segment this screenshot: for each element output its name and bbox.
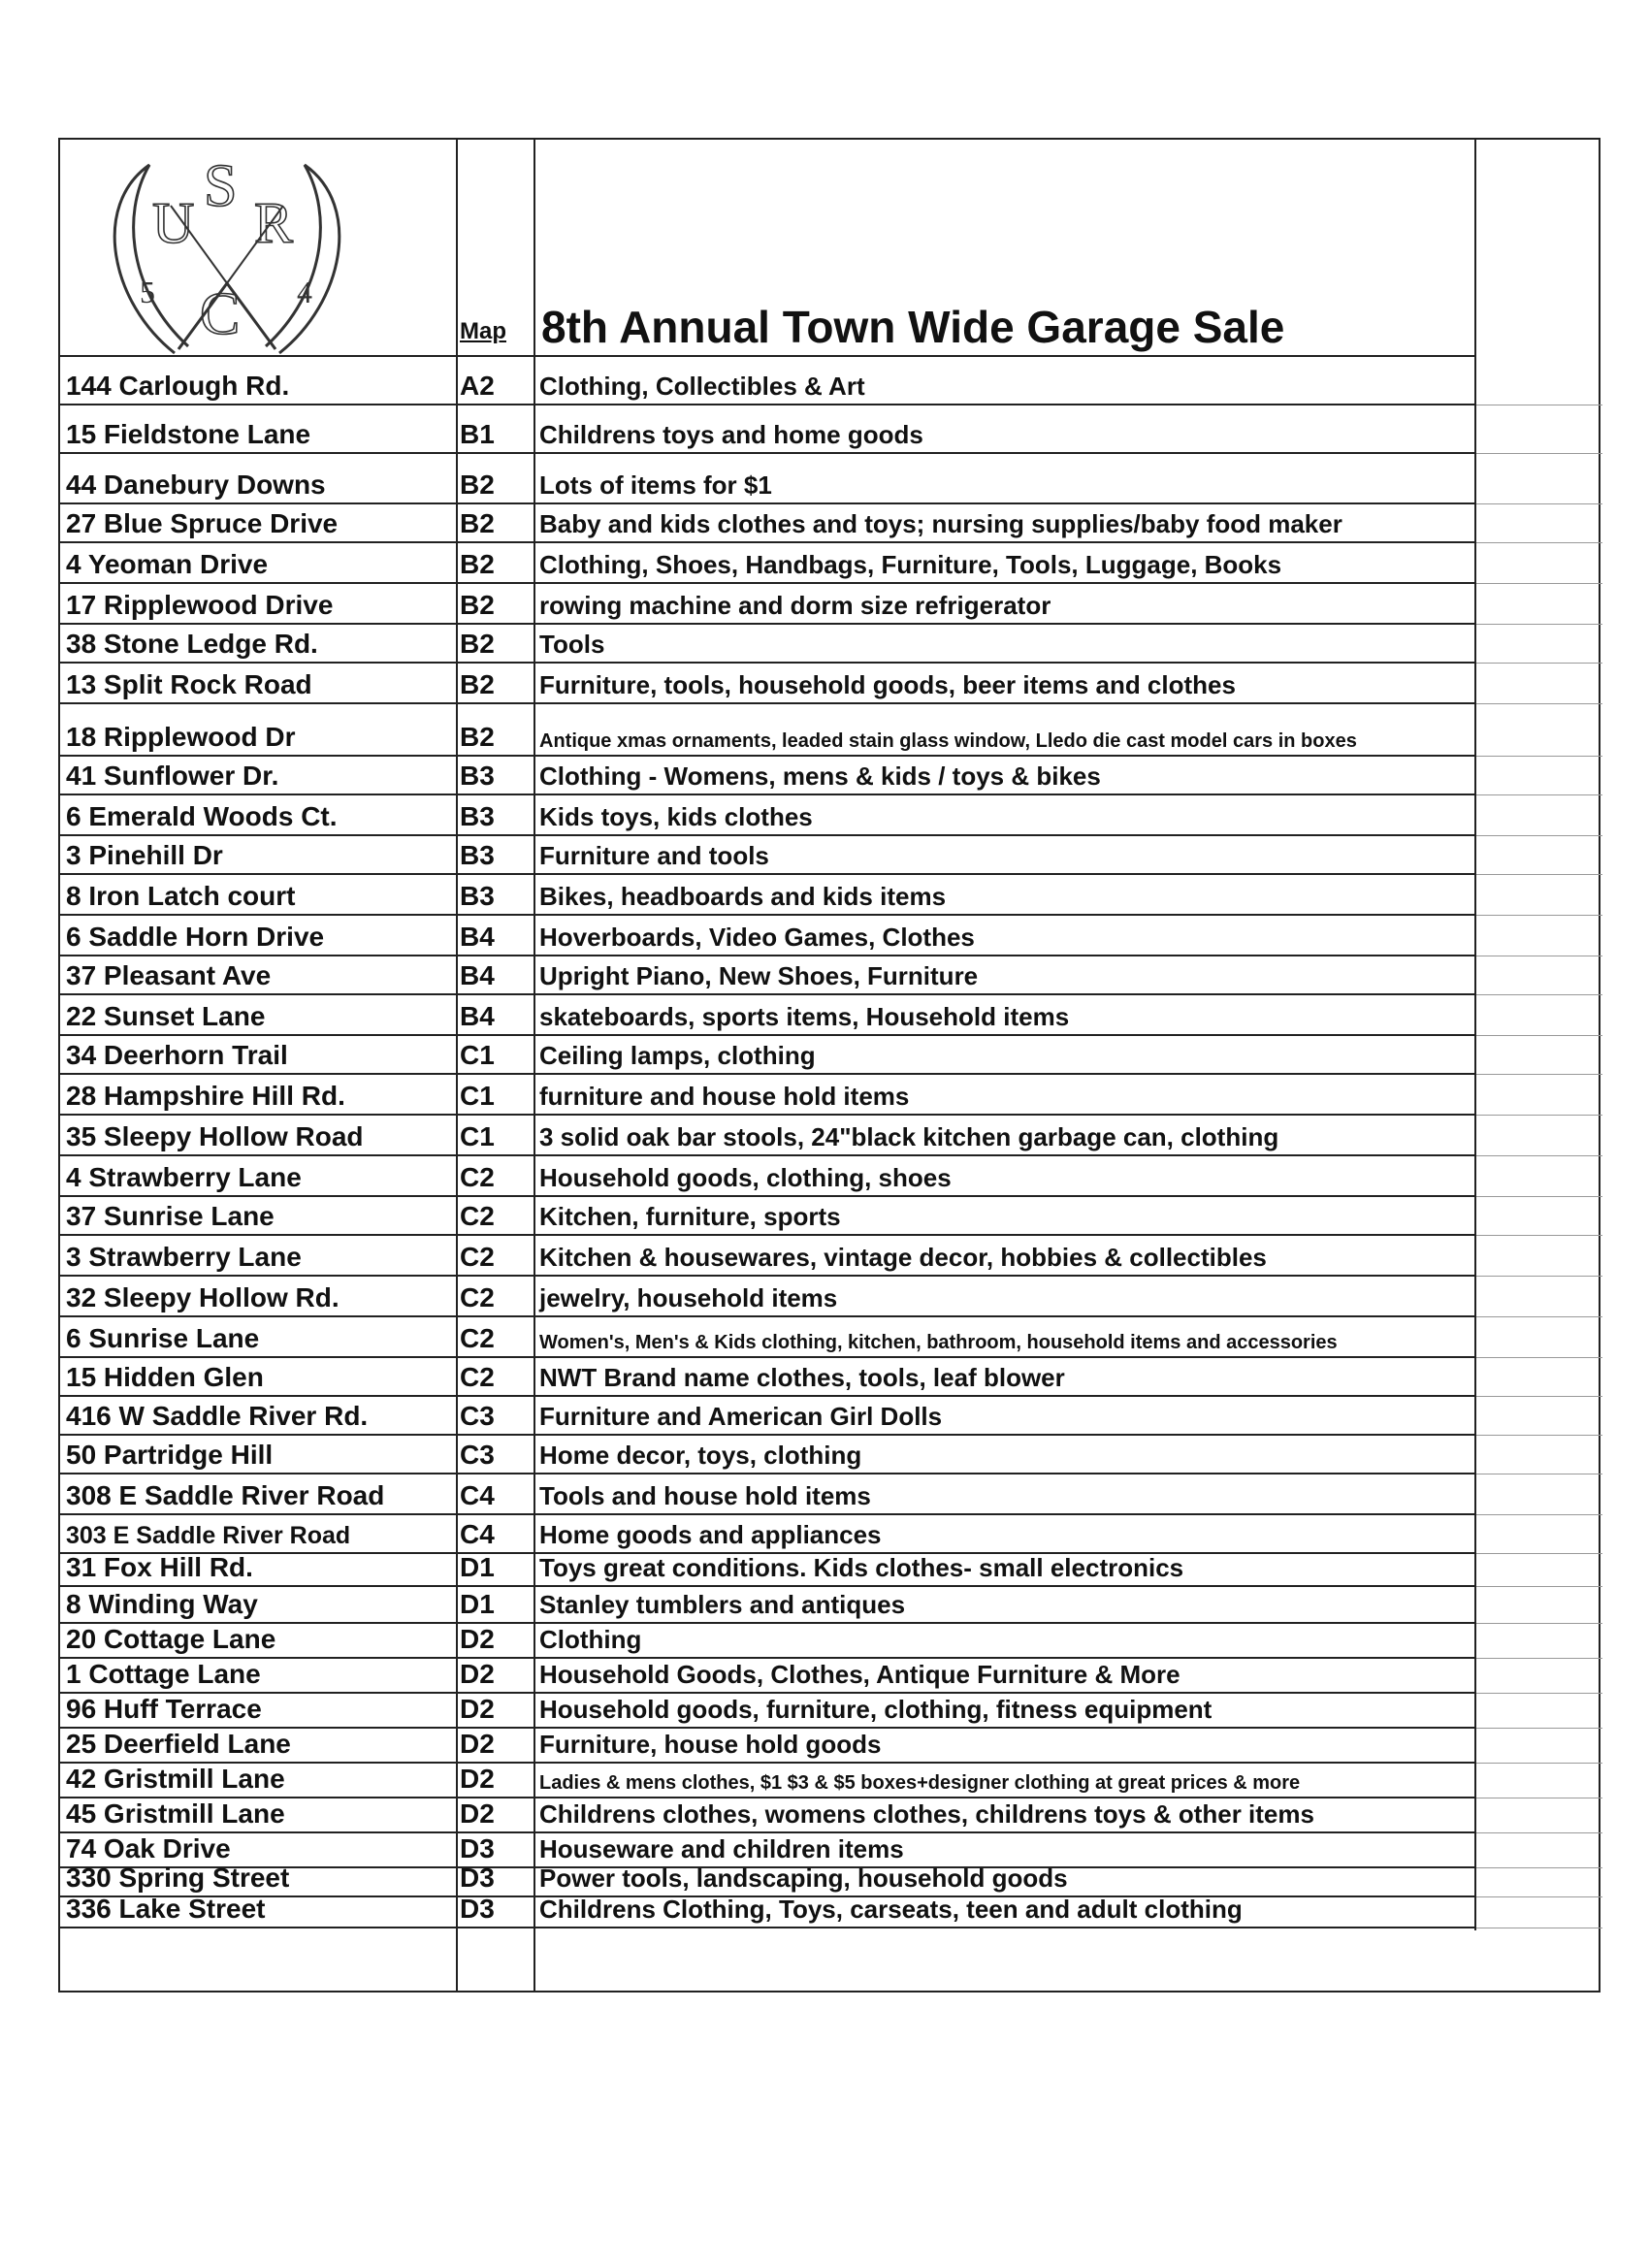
table-body <box>60 357 1476 1928</box>
items-cell: Stanley tumblers and antiques <box>539 1590 906 1619</box>
items-cell: Women's, Men's & Kids clothing, kitchen, bathroom, household items and accessories <box>539 1332 1338 1353</box>
map-cell: D2 <box>460 1729 495 1759</box>
table-row <box>60 1358 1476 1397</box>
address-cell: 37 Sunrise Lane <box>66 1201 275 1231</box>
row-rule-extension <box>1476 1514 1602 1515</box>
page-title: 8th Annual Town Wide Garage Sale <box>541 302 1285 352</box>
row-rule-extension <box>1476 1115 1602 1116</box>
items-cell: Household goods, furniture, clothing, fitness equipment <box>539 1695 1212 1724</box>
map-cell: B3 <box>460 840 495 870</box>
table-row <box>60 1798 1476 1833</box>
table-row <box>60 405 1476 454</box>
items-cell: Furniture, tools, household goods, beer items and clothes <box>539 670 1236 699</box>
items-cell: Clothing <box>539 1625 642 1654</box>
table-row <box>60 357 1476 405</box>
map-cell: C1 <box>460 1121 495 1151</box>
table-row <box>60 1436 1476 1474</box>
address-cell: 8 Winding Way <box>66 1589 258 1619</box>
row-rule-extension <box>1476 453 1602 454</box>
items-cell: jewelry, household items <box>539 1283 838 1312</box>
table-row <box>60 956 1476 995</box>
row-rule-extension <box>1476 1196 1602 1197</box>
map-cell: B3 <box>460 761 495 791</box>
address-cell: 32 Sleepy Hollow Rd. <box>66 1282 340 1312</box>
map-cell: D1 <box>460 1552 495 1582</box>
map-cell: D2 <box>460 1798 495 1829</box>
address-cell: 28 Hampshire Hill Rd. <box>66 1081 345 1111</box>
address-cell: 18 Ripplewood Dr <box>66 722 296 752</box>
address-cell: 74 Oak Drive <box>66 1833 231 1863</box>
map-cell: B1 <box>460 419 495 449</box>
table-row <box>60 1554 1476 1587</box>
map-cell: C4 <box>460 1480 495 1510</box>
items-cell: Tools and house hold items <box>539 1481 871 1510</box>
map-cell: B2 <box>460 669 495 699</box>
address-cell: 4 Strawberry Lane <box>66 1162 302 1192</box>
address-cell: 15 Fieldstone Lane <box>66 419 311 449</box>
map-cell: C2 <box>460 1282 495 1312</box>
logo-digit-4: 4 <box>297 275 312 309</box>
row-rule-extension <box>1476 624 1602 625</box>
row-rule-extension <box>1476 503 1602 504</box>
address-cell: 330 Spring Street <box>66 1863 290 1893</box>
map-cell: C3 <box>460 1401 495 1431</box>
row-rule-extension <box>1476 794 1602 795</box>
row-rule-extension <box>1476 1832 1602 1833</box>
items-cell: Kids toys, kids clothes <box>539 802 813 831</box>
items-cell: Clothing - Womens, mens & kids / toys & bikes <box>539 761 1101 791</box>
items-cell: furniture and house hold items <box>539 1082 910 1111</box>
map-cell: C1 <box>460 1081 495 1111</box>
items-cell: Baby and kids clothes and toys; nursing supplies/baby food maker <box>539 509 1342 538</box>
address-cell: 34 Deerhorn Trail <box>66 1040 288 1070</box>
items-cell: Household Goods, Clothes, Antique Furniture & More <box>539 1660 1180 1689</box>
table-row <box>60 543 1476 584</box>
row-rule-extension <box>1476 874 1602 875</box>
table-row <box>60 1729 1476 1764</box>
logo-digit-5: 5 <box>140 275 155 309</box>
map-column-header: Map <box>460 318 506 344</box>
address-cell: 50 Partridge Hill <box>66 1440 274 1470</box>
table-row <box>60 1277 1476 1317</box>
address-cell: 6 Sunrise Lane <box>66 1323 260 1353</box>
items-cell: Kitchen & housewares, vintage decor, hobbies & collectibles <box>539 1243 1267 1272</box>
map-cell: D2 <box>460 1659 495 1689</box>
items-cell: Childrens toys and home goods <box>539 420 923 449</box>
table-row <box>60 1397 1476 1436</box>
items-cell: Ladies & mens clothes, $1 $3 & $5 boxes+designer clothing at great prices & more <box>539 1772 1301 1794</box>
row-rule-extension <box>1476 1586 1602 1587</box>
logo-letter-s: S <box>204 153 238 219</box>
items-cell: Furniture, house hold goods <box>539 1730 882 1759</box>
items-cell: Tools <box>539 630 605 659</box>
row-rule-extension <box>1476 994 1602 995</box>
address-cell: 6 Emerald Woods Ct. <box>66 801 338 831</box>
table-row <box>60 1236 1476 1277</box>
items-cell: rowing machine and dorm size refrigerator <box>539 591 1051 620</box>
map-cell: D3 <box>460 1894 495 1924</box>
map-cell: B4 <box>460 1001 495 1031</box>
row-rule-extension <box>1476 703 1602 704</box>
map-cell: D2 <box>460 1624 495 1654</box>
address-cell: 17 Ripplewood Drive <box>66 590 334 620</box>
address-cell: 37 Pleasant Ave <box>66 960 272 990</box>
map-cell: D2 <box>460 1694 495 1724</box>
address-cell: 6 Saddle Horn Drive <box>66 922 325 952</box>
address-cell: 3 Strawberry Lane <box>66 1242 302 1272</box>
table-row <box>60 757 1476 795</box>
table-row <box>60 625 1476 664</box>
address-cell: 44 Danebury Downs <box>66 470 326 500</box>
map-cell: B2 <box>460 549 495 579</box>
address-cell: 96 Huff Terrace <box>66 1694 262 1724</box>
address-cell: 25 Deerfield Lane <box>66 1729 291 1759</box>
map-cell: C2 <box>460 1242 495 1272</box>
items-cell: Home goods and appliances <box>539 1520 882 1549</box>
table-row <box>60 1116 1476 1156</box>
table-row <box>60 1515 1476 1554</box>
items-cell: 3 solid oak bar stools, 24"black kitchen garbage can, clothing <box>539 1122 1279 1151</box>
map-cell: C1 <box>460 1040 495 1070</box>
address-cell: 308 E Saddle River Road <box>66 1480 385 1510</box>
address-cell: 303 E Saddle River Road <box>66 1522 351 1549</box>
map-cell: B4 <box>460 960 495 990</box>
table-row <box>60 454 1476 504</box>
items-cell: NWT Brand name clothes, tools, leaf blower <box>539 1363 1065 1392</box>
row-rule-extension <box>1476 1553 1602 1554</box>
row-rule-extension <box>1476 1357 1602 1358</box>
table-row <box>60 1659 1476 1694</box>
row-rule-extension <box>1476 663 1602 664</box>
row-rule-extension <box>1476 1435 1602 1436</box>
address-cell: 20 Cottage Lane <box>66 1624 276 1654</box>
map-cell: A2 <box>460 371 495 401</box>
table-row <box>60 1156 1476 1197</box>
items-cell: skateboards, sports items, Household items <box>539 1002 1070 1031</box>
row-rule-extension <box>1476 1276 1602 1277</box>
address-cell: 1 Cottage Lane <box>66 1659 261 1689</box>
items-cell: Ceiling lamps, clothing <box>539 1041 816 1070</box>
row-rule-extension <box>1476 542 1602 543</box>
row-rule-extension <box>1476 835 1602 836</box>
table-header <box>60 140 1476 359</box>
table-row <box>60 795 1476 836</box>
map-cell: C2 <box>460 1323 495 1353</box>
table-row <box>60 836 1476 875</box>
map-cell: C2 <box>460 1362 495 1392</box>
items-cell: Houseware and children items <box>539 1834 904 1863</box>
table-row <box>60 504 1476 543</box>
map-cell: B2 <box>460 590 495 620</box>
address-cell: 31 Fox Hill Rd. <box>66 1552 253 1582</box>
map-cell: D2 <box>460 1764 495 1794</box>
items-cell: Upright Piano, New Shoes, Furniture <box>539 961 979 990</box>
map-cell: B2 <box>460 470 495 500</box>
items-cell: Kitchen, furniture, sports <box>539 1202 841 1231</box>
address-cell: 8 Iron Latch court <box>66 881 296 911</box>
logo-letter-r: R <box>254 191 294 255</box>
row-rule-extension <box>1476 1867 1602 1868</box>
map-cell: B4 <box>460 922 495 952</box>
map-cell: C2 <box>460 1201 495 1231</box>
items-cell: Power tools, landscaping, household goods <box>539 1863 1068 1893</box>
address-cell: 35 Sleepy Hollow Road <box>66 1121 364 1151</box>
row-rule-extension <box>1476 1074 1602 1075</box>
table-row <box>60 1075 1476 1116</box>
map-cell: B3 <box>460 881 495 911</box>
row-rule-extension <box>1476 1763 1602 1764</box>
map-cell: D3 <box>460 1863 495 1893</box>
address-cell: 41 Sunflower Dr. <box>66 761 279 791</box>
row-rule-extension <box>1476 915 1602 916</box>
map-cell: B2 <box>460 629 495 659</box>
address-cell: 42 Gristmill Lane <box>66 1764 285 1794</box>
items-cell: Toys great conditions. Kids clothes- small electronics <box>539 1553 1184 1582</box>
table-row <box>60 1764 1476 1798</box>
map-cell: C4 <box>460 1519 495 1549</box>
table-row <box>60 995 1476 1036</box>
address-cell: 336 Lake Street <box>66 1894 266 1924</box>
address-cell: 38 Stone Ledge Rd. <box>66 629 318 659</box>
table-row <box>60 1197 1476 1236</box>
table-row <box>60 916 1476 956</box>
address-cell: 4 Yeoman Drive <box>66 549 269 579</box>
row-rule-extension <box>1476 1035 1602 1036</box>
address-cell: 3 Pinehill Dr <box>66 840 223 870</box>
map-cell: B3 <box>460 801 495 831</box>
map-cell: D1 <box>460 1589 495 1619</box>
address-cell: 13 Split Rock Road <box>66 669 312 699</box>
table-row <box>60 1587 1476 1624</box>
address-cell: 27 Blue Spruce Drive <box>66 508 339 538</box>
table-row <box>60 1317 1476 1358</box>
items-cell: Antique xmas ornaments, leaded stain glass window, Lledo die cast model cars in boxes <box>539 730 1357 752</box>
address-cell: 45 Gristmill Lane <box>66 1798 285 1829</box>
table-row <box>60 1474 1476 1515</box>
logo-letter-u: U <box>152 191 195 255</box>
row-rule-extension <box>1476 1623 1602 1624</box>
row-rule-extension <box>1476 1396 1602 1397</box>
map-cell: B2 <box>460 508 495 538</box>
address-cell: 15 Hidden Glen <box>66 1362 264 1392</box>
table-row <box>60 875 1476 916</box>
items-cell: Home decor, toys, clothing <box>539 1441 862 1470</box>
usrc-logo <box>81 147 372 361</box>
items-cell: Furniture and tools <box>539 841 769 870</box>
items-cell: Clothing, Collectibles & Art <box>539 372 865 401</box>
items-cell: Hoverboards, Video Games, Clothes <box>539 923 975 952</box>
row-rule-extension <box>1476 1658 1602 1659</box>
map-cell: C3 <box>460 1440 495 1470</box>
items-cell: Childrens Clothing, Toys, carseats, teen and adult clothing <box>539 1895 1243 1924</box>
row-rule-extension <box>1476 1693 1602 1694</box>
row-rule-extension <box>1476 1896 1602 1897</box>
row-rule-extension <box>1476 756 1602 757</box>
table-row <box>60 704 1476 757</box>
table-row <box>60 584 1476 625</box>
table-row <box>60 1863 1476 1897</box>
row-rule-extension <box>1476 1155 1602 1156</box>
row-rule-extension <box>1476 1728 1602 1729</box>
table-row <box>60 1694 1476 1729</box>
items-cell: Childrens clothes, womens clothes, childrens toys & other items <box>539 1799 1314 1829</box>
items-cell: Bikes, headboards and kids items <box>539 882 947 911</box>
items-cell: Lots of items for $1 <box>539 470 772 500</box>
garage-sale-table <box>58 138 1600 1993</box>
map-cell: C2 <box>460 1162 495 1192</box>
address-cell: 144 Carlough Rd. <box>66 371 290 401</box>
table-row <box>60 1036 1476 1075</box>
table-row <box>60 664 1476 704</box>
row-rule-extension <box>1476 583 1602 584</box>
map-cell: B2 <box>460 722 495 752</box>
row-rule-extension <box>1476 1316 1602 1317</box>
items-cell: Household goods, clothing, shoes <box>539 1163 952 1192</box>
table-row <box>60 1894 1476 1928</box>
logo-letter-c: C <box>200 281 241 347</box>
map-cell: D3 <box>460 1833 495 1863</box>
address-cell: 416 W Saddle River Rd. <box>66 1401 369 1431</box>
items-cell: Clothing, Shoes, Handbags, Furniture, Tools, Luggage, Books <box>539 550 1282 579</box>
address-cell: 22 Sunset Lane <box>66 1001 266 1031</box>
row-rule-extension <box>1476 1235 1602 1236</box>
table-row <box>60 1624 1476 1659</box>
items-cell: Furniture and American Girl Dolls <box>539 1402 943 1431</box>
